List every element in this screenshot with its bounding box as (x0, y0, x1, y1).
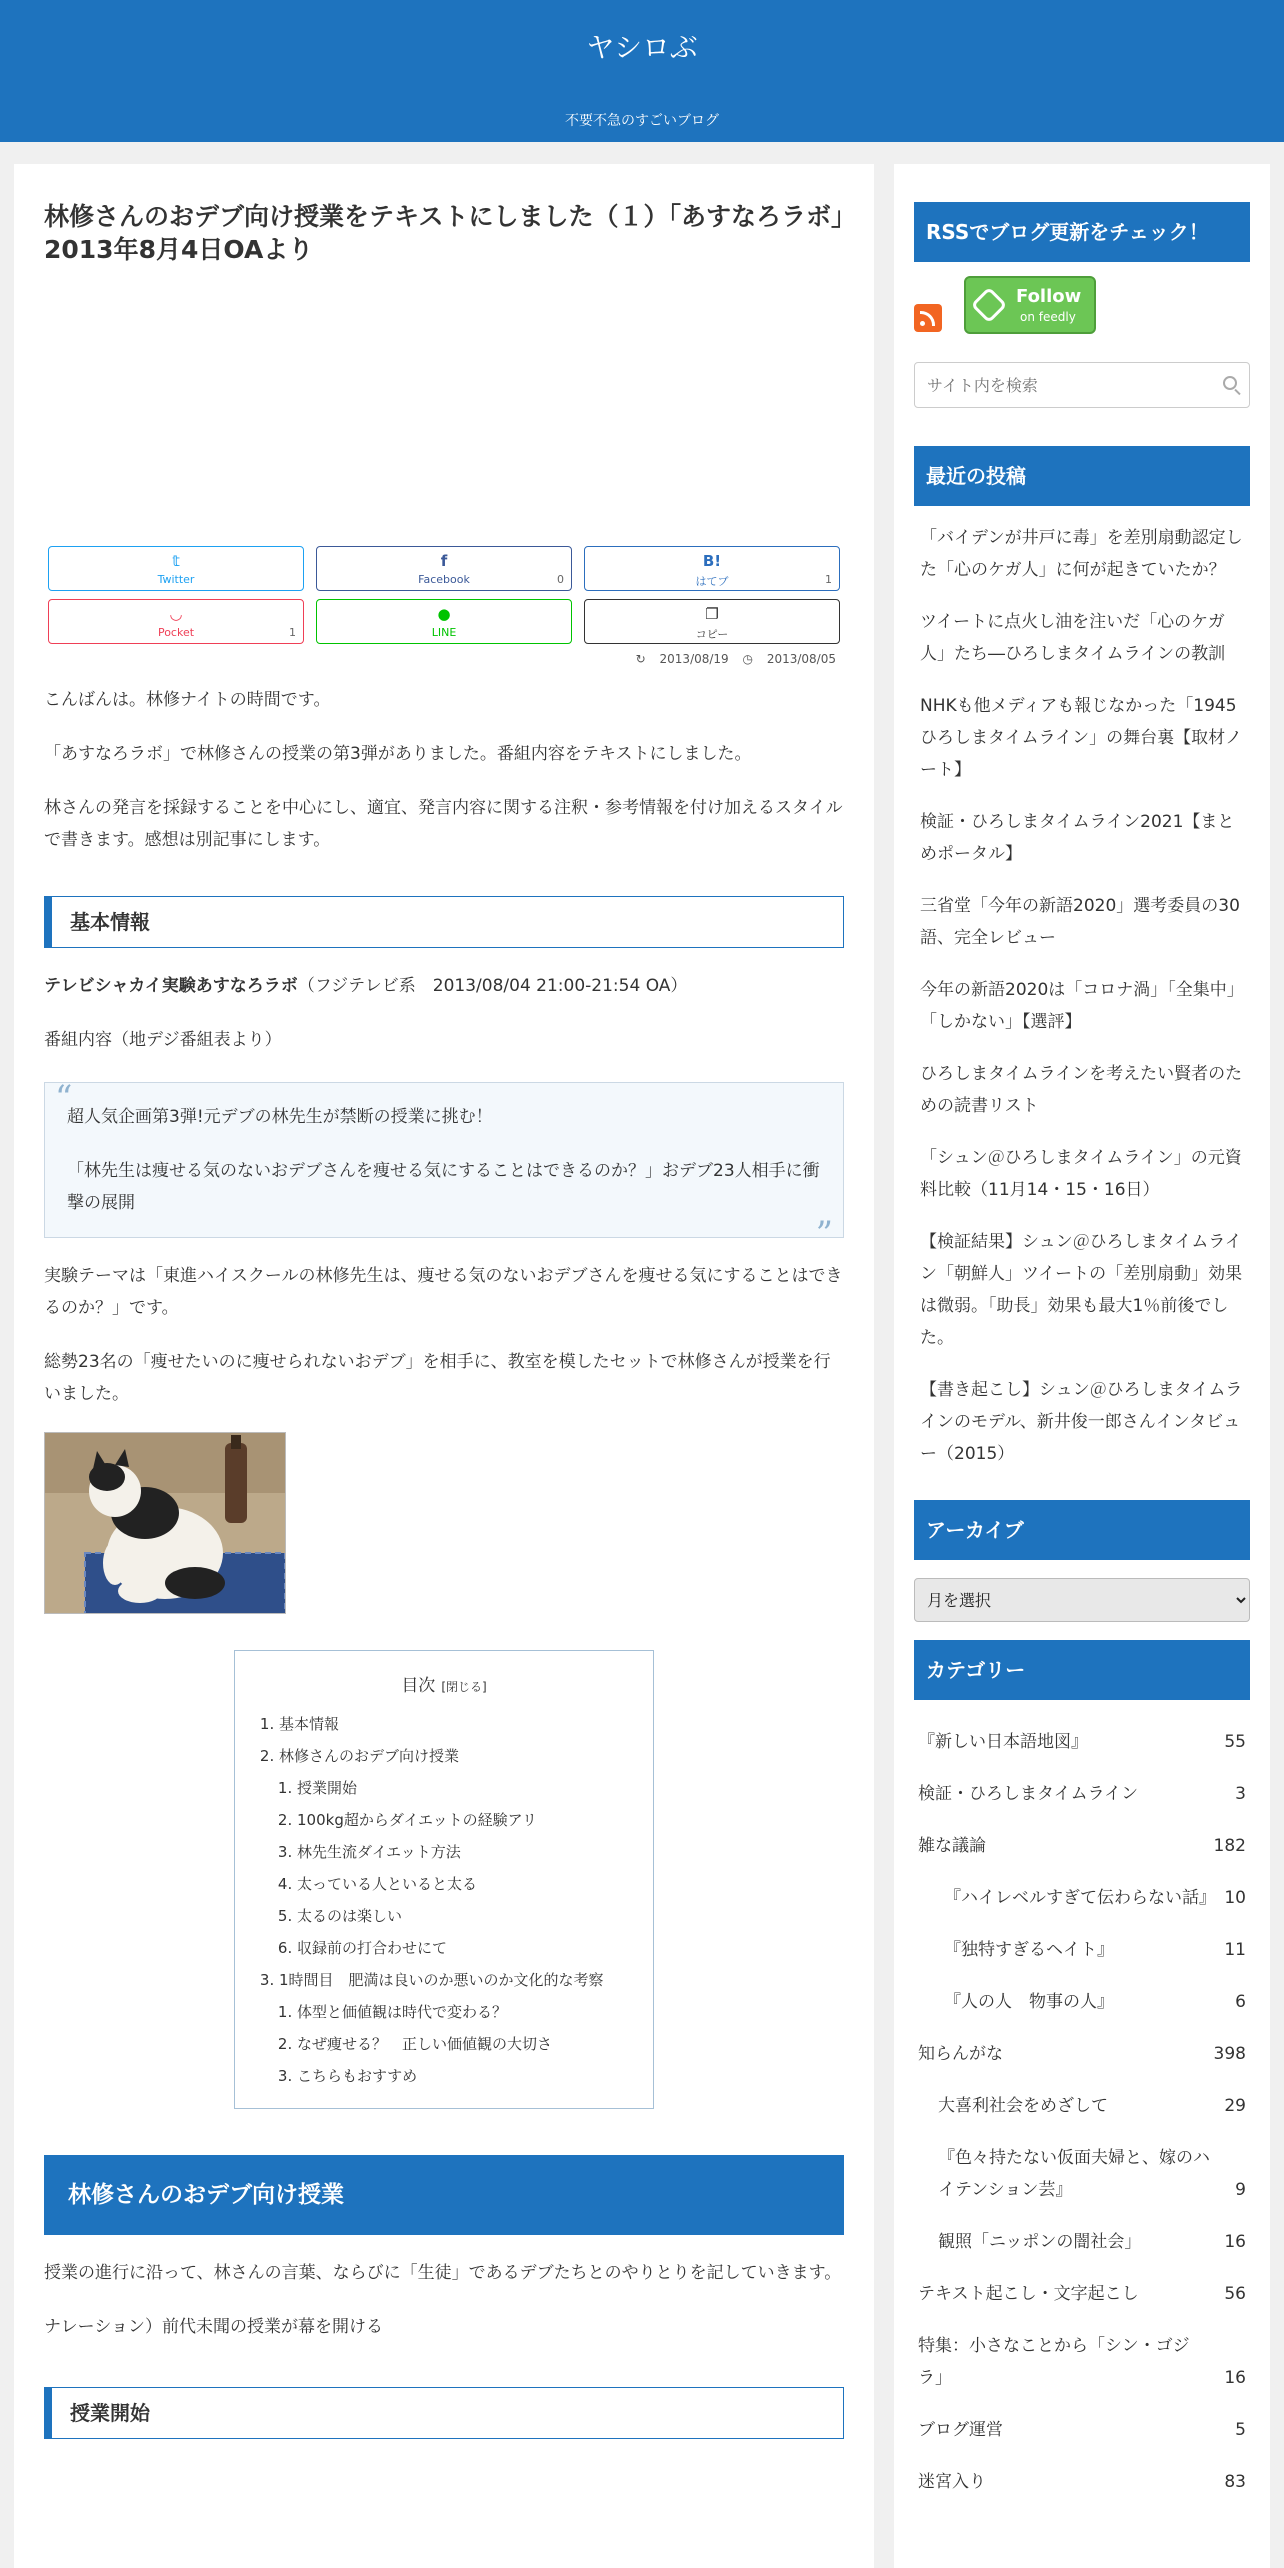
category-item[interactable]: 特集：小さなことから「シン・ゴジラ」 16 (918, 2336, 1246, 2388)
category-item[interactable]: 観照「ニッポンの闇社会」 16 (938, 2232, 1246, 2252)
recent-post-link[interactable]: ツイートに点火し油を注いだ「心のケガ人」たち―ひろしまタイムラインの教訓 (920, 612, 1226, 664)
share-copy-button[interactable] (584, 599, 840, 644)
toc-subitem[interactable]: 1. 体型と価値観は時代で変わる？ (297, 1996, 633, 2028)
toc-subitem[interactable]: 3. こちらもおすすめ (297, 2060, 633, 2092)
toc-title: 目次 [閉じる] (401, 1676, 487, 1696)
paragraph: 「あすなろラボ」で林修さんの授業の第3弾がありました。番組内容をテキストにしました。 (44, 744, 752, 764)
share-count: 0 (557, 573, 564, 586)
toc-subitem[interactable]: 2. 100kg超からダイエットの経験アリ (297, 1804, 633, 1836)
heading-lesson-start: 授業開始 (44, 2387, 844, 2439)
search-icon[interactable] (1223, 376, 1237, 390)
recent-post-link[interactable]: ひろしまタイムラインを考えたい賢者のための読書リスト (920, 1064, 1243, 1116)
category-item[interactable]: 『人の人 物事の人』 6 (944, 1992, 1246, 2012)
rss-icon[interactable] (914, 304, 942, 332)
twitter-icon: 𝕥 (172, 552, 180, 570)
category-item[interactable]: 検証・ひろしまタイムライン 3 (918, 1784, 1246, 1804)
toc-subitem[interactable]: 1. 授業開始 (297, 1772, 633, 1804)
toc-subitem[interactable]: 5. 太るのは楽しい (297, 1900, 633, 1932)
feedly-follow-label: Follow (1016, 286, 1082, 307)
pocket-icon: ◡ (170, 605, 182, 623)
category-item[interactable]: 『新しい日本語地図』 55 (918, 1732, 1246, 1752)
share-label: Facebook (418, 573, 470, 586)
category-item[interactable]: 『ハイレベルすぎて伝わらない話』 10 (944, 1888, 1246, 1908)
quote-line: 超人気企画第3弾!元デブの林先生が禁断の授業に挑む！ (67, 1107, 493, 1127)
recent-post-link[interactable]: 【書き起こし】シュン＠ひろしまタイムラインのモデル、新井俊一郎さんインタビュー（2015） (920, 1380, 1243, 1464)
share-twitter-button[interactable] (48, 546, 304, 591)
share-label: Pocket (157, 626, 195, 639)
sidebar (894, 164, 1270, 2568)
program-name: テレビシャカイ実験あすなろラボ (44, 976, 298, 996)
category-item[interactable]: 雑な議論 182 (918, 1836, 1246, 1856)
category-item[interactable]: 知らんがな 398 (918, 2044, 1246, 2064)
recent-post-link[interactable]: 【検証結果】シュン＠ひろしまタイムライン「朝鮮人」ツイートの「差別扇動」効果は微弱。「助長」効果も最大1％前後でした。 (920, 1232, 1243, 1348)
category-item[interactable]: ブログ運営 5 (918, 2420, 1246, 2440)
share-facebook-button[interactable] (316, 546, 572, 591)
hatena-icon: B! (702, 552, 722, 570)
recent-post-link[interactable]: 「シュン＠ひろしまタイムライン」の元資料比較（11月14・15・16日） (920, 1148, 1242, 1200)
toc-subitem[interactable]: 2. なぜ痩せる？ 正しい価値観の大切さ (297, 2028, 633, 2060)
recent-post-link[interactable]: 「バイデンが井戸に毒」を差別扇動認定した「心のケガ人」に何が起きていたか？ (920, 528, 1243, 580)
search-box (914, 362, 1250, 408)
cat-image (45, 1433, 286, 1614)
toc-item[interactable]: 3. 1時間目 肥満は良いのか悪いのか文化的な考察 1. 体型と価値観は時代で変わる？ 2. なぜ痩せる？ 正しい価値観の大切さ 3. こちらもおすすめ (279, 1964, 633, 2092)
quote-line: 「林先生は痩せる気のないおデブさんを痩せる気にすることはできるのか？」おデブ23人相手に衝撃の展開 (67, 1161, 820, 1213)
toc-subitem[interactable]: 4. 太っている人といると太る (297, 1868, 633, 1900)
rss-widget-title: RSSでブログ更新をチェック！ (914, 202, 1250, 262)
archive-select[interactable] (914, 1578, 1250, 1622)
line-icon: ● (437, 605, 451, 623)
recent-posts-list (914, 522, 1250, 1470)
site-title[interactable]: ヤシロぶ (586, 31, 698, 64)
post-dates (44, 652, 844, 666)
share-label: LINE (431, 626, 457, 639)
program-quote (44, 1078, 844, 1254)
feedly-follow-button[interactable] (964, 276, 1096, 334)
table-of-contents (234, 1650, 654, 2109)
archive-title: アーカイブ (914, 1500, 1250, 1560)
category-item[interactable]: 『色々持たない仮面夫婦と、嫁のハイテンション芸』 9 (938, 2148, 1246, 2200)
toc-item[interactable]: 1. 基本情報 (279, 1708, 633, 1740)
updated-date: ↻ 2013/08/19 (635, 652, 729, 666)
copy-icon: ❐ (705, 605, 719, 623)
share-label: コピー (695, 628, 729, 641)
category-item[interactable]: 迷宮入り 83 (918, 2472, 1246, 2492)
toc-item[interactable]: 2. 林修さんのおデブ向け授業 1. 授業開始 2. 100kg超からダイエットの経験アリ 3. 林先生流ダイエット方法 4. 太っている人といると太る 5. 太るのは楽しい 6. 収録前の打合わせにて (279, 1740, 633, 1964)
heading-basic-info: 基本情報 (44, 896, 844, 948)
paragraph: こんばんは。林修ナイトの時間です。 (44, 690, 331, 710)
share-line-button[interactable] (316, 599, 572, 644)
search-input[interactable] (915, 363, 1249, 407)
rss-row (914, 276, 1250, 334)
recent-post-link[interactable]: 検証・ひろしまタイムライン2021【まとめポータル】 (920, 812, 1235, 864)
cat-photo (44, 1432, 286, 1614)
share-count: 1 (289, 626, 296, 639)
recent-post-link[interactable]: 今年の新語2020は「コロナ渦」「全集中」「しかない」【選評】 (920, 980, 1244, 1032)
category-item[interactable]: 大喜利社会をめざして 29 (938, 2096, 1246, 2116)
paragraph: 実験テーマは「東進ハイスクールの林修先生は、痩せる気のないおデブさんを痩せる気にすることはできるのか？」です。 (44, 1266, 843, 1318)
main-content (14, 164, 874, 2568)
recent-post-link[interactable]: 三省堂「今年の新語2020」選考委員の30語、完全レビュー (920, 896, 1240, 948)
category-item[interactable]: テキスト起こし・文字起こし 56 (918, 2284, 1246, 2304)
share-count: 1 (825, 573, 832, 586)
toc-list (279, 1708, 633, 2092)
facebook-icon: f (440, 552, 448, 570)
share-label: はてブ (695, 575, 729, 588)
share-hatena-button[interactable] (584, 546, 840, 591)
category-item[interactable]: 『独特すぎるヘイト』 11 (944, 1940, 1246, 1960)
recent-post-link[interactable]: NHKも他メディアも報じなかった「1945ひろしまタイムライン」の舞台裏【取材ノート】 (920, 696, 1243, 780)
published-date: ◷ 2013/08/05 (742, 652, 836, 666)
toc-subitem[interactable]: 3. 林先生流ダイエット方法 (297, 1836, 633, 1868)
category-title: カテゴリー (914, 1640, 1250, 1700)
quote-open-icon: “ (55, 1078, 73, 1118)
feedly-sub-label: on feedly (1020, 310, 1076, 324)
site-header (0, 0, 1284, 142)
program-info (44, 970, 844, 1002)
article (44, 200, 844, 2439)
toc-toggle[interactable]: [閉じる] (441, 1680, 487, 1694)
toc-subitem[interactable]: 6. 収録前の打合わせにて (297, 1932, 633, 1964)
program-content-label: 番組内容（地デジ番組表より） (44, 1030, 282, 1050)
paragraph: 総勢23名の「痩せたいのに痩せられないおデブ」を相手に、教室を模したセットで林修さんが授業を行いました。 (44, 1352, 831, 1404)
share-label: Twitter (157, 573, 195, 586)
recent-posts-title: 最近の投稿 (914, 446, 1250, 506)
paragraph: ナレーション）前代未聞の授業が幕を開ける (44, 2317, 383, 2337)
ad-space (44, 266, 844, 546)
feedly-icon (971, 287, 1008, 324)
heading-lesson: 林修さんのおデブ向け授業 (44, 2155, 844, 2235)
paragraph: 授業の進行に沿って、林さんの言葉、ならびに「生徒」であるデブたちとのやりとりを記していきます。 (44, 2263, 842, 2283)
entry-title: 林修さんのおデブ向け授業をテキストにしました（１）「あすなろラボ」2013年8月4日OAより (44, 202, 844, 264)
category-list (914, 1716, 1250, 2508)
site-tagline: 不要不急のすごいブログ (565, 113, 719, 129)
quote-close-icon: ” (815, 1214, 833, 1254)
paragraph: 林さんの発言を採録することを中心にし、適宜、発言内容に関する注釈・参考情報を付け加えるスタイルで書きます。感想は別記事にします。 (44, 798, 843, 850)
program-detail: （フジテレビ系 2013/08/04 21:00-21:54 OA） (297, 976, 688, 996)
share-buttons (48, 546, 844, 644)
share-pocket-button[interactable] (48, 599, 304, 644)
